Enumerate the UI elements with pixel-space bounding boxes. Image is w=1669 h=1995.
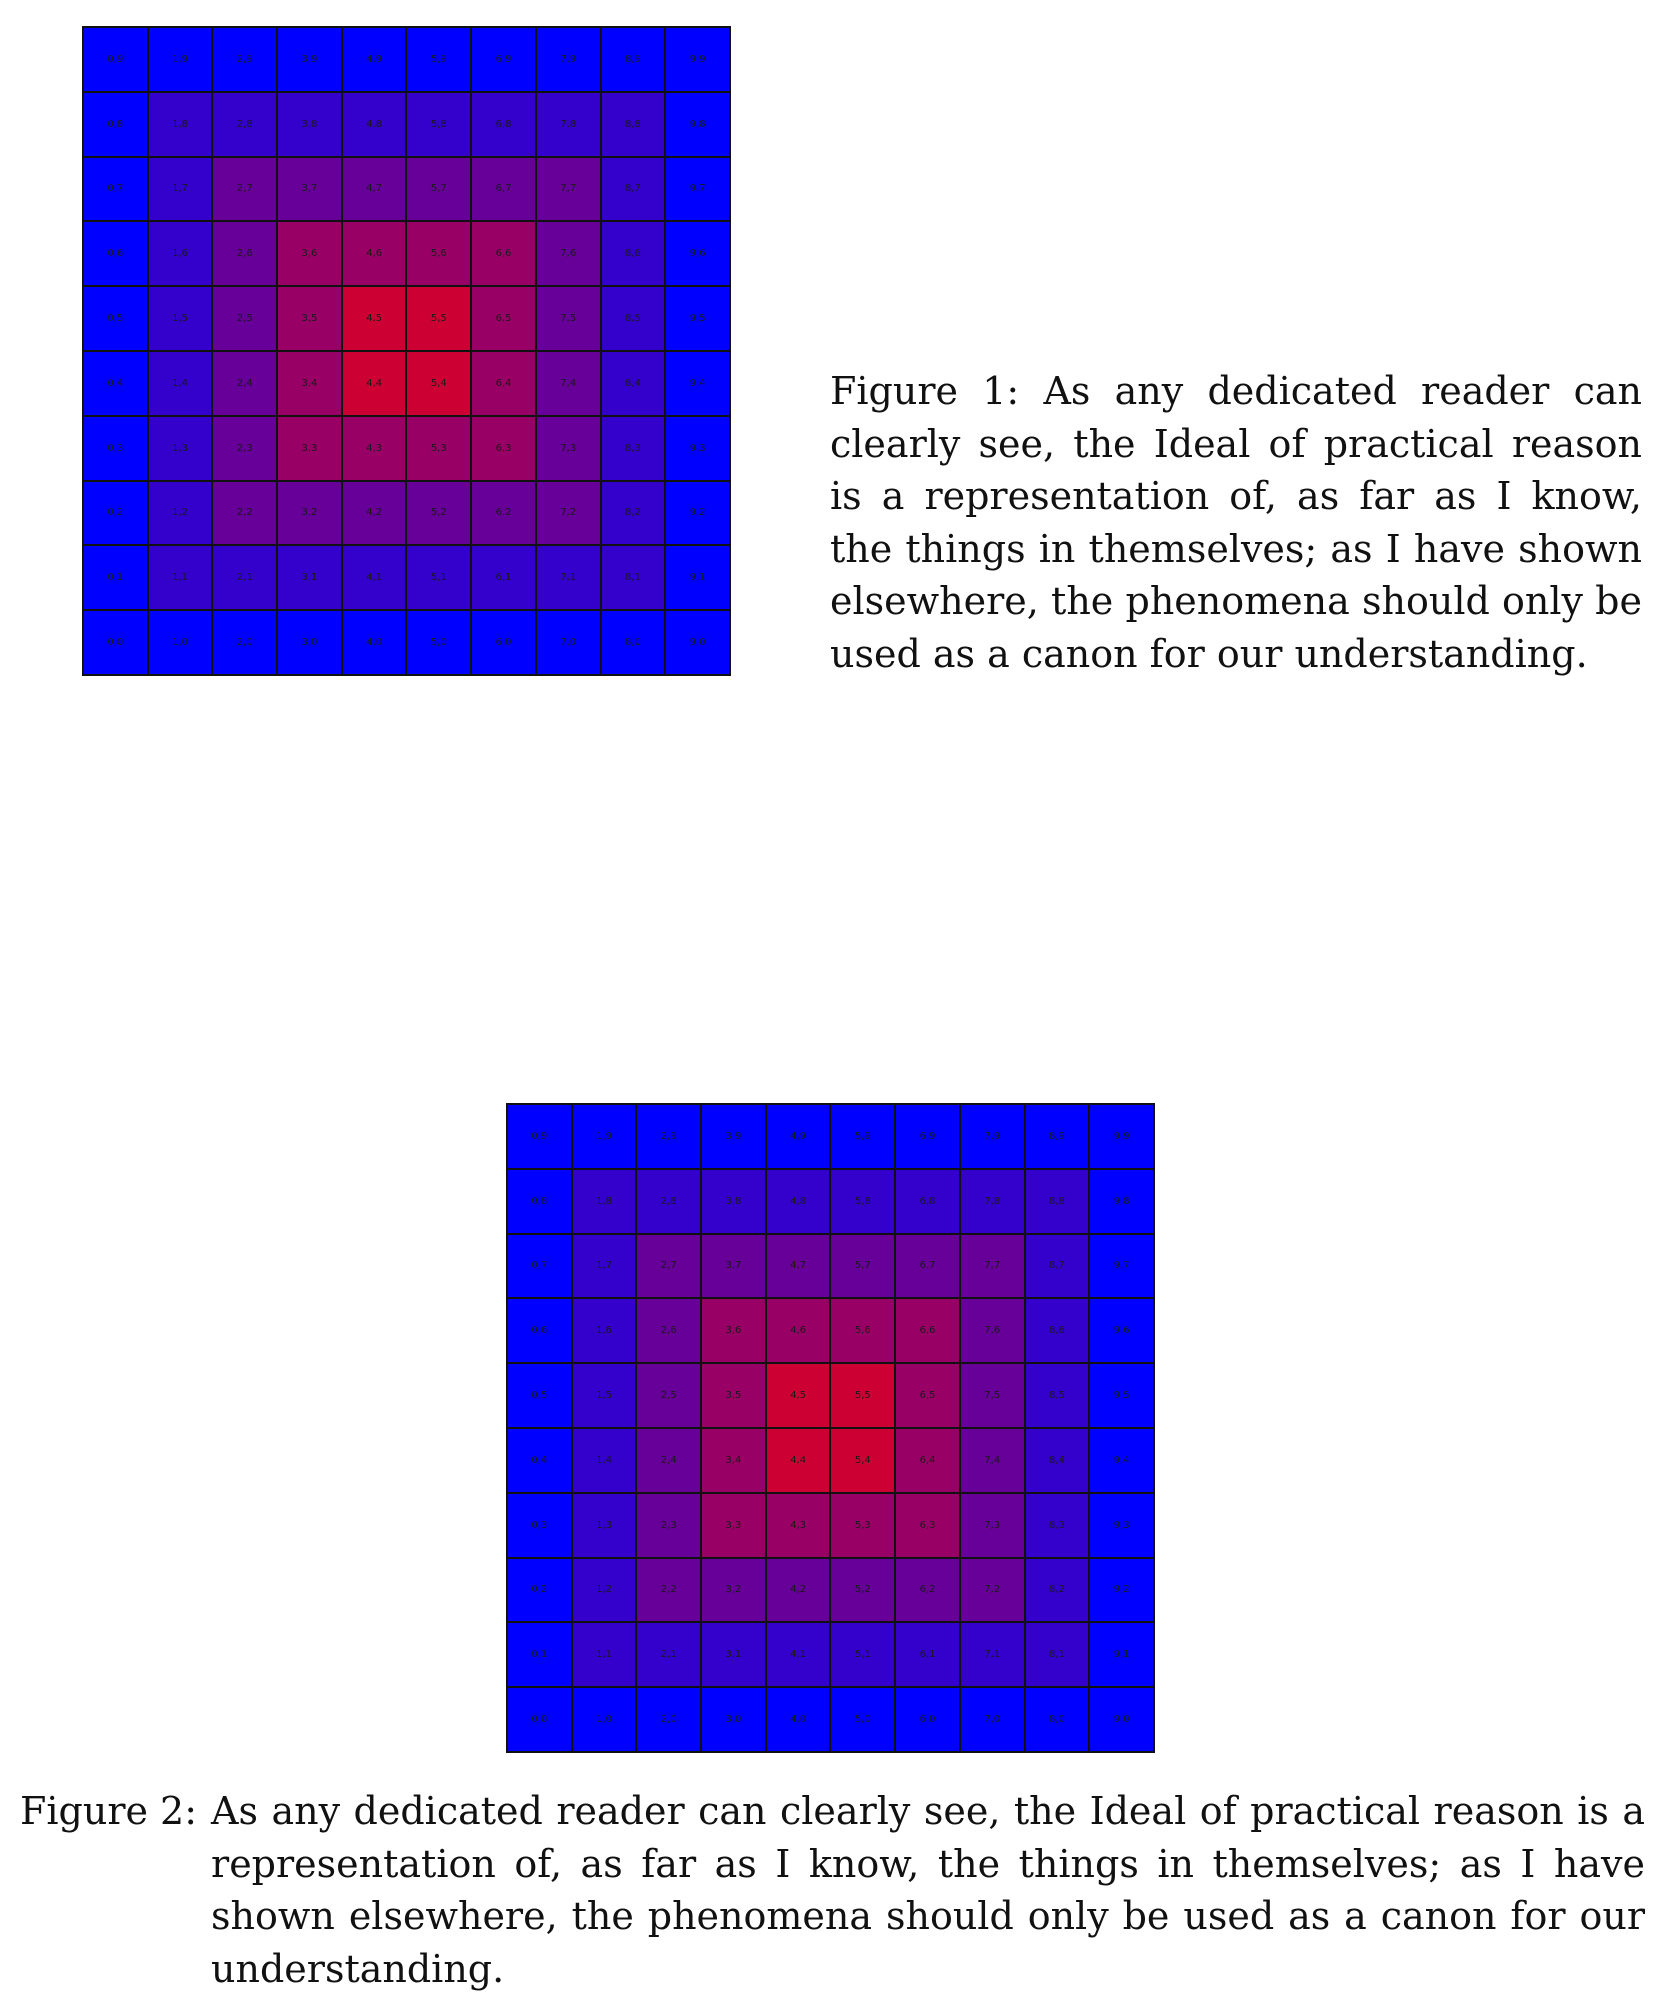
- heatmap-cell: 6,0: [895, 1687, 960, 1752]
- heatmap-cell: 7,9: [960, 1104, 1025, 1169]
- heatmap-cell: 9,9: [665, 27, 730, 92]
- heatmap-cell: 6,2: [471, 481, 536, 546]
- heatmap-cell: 0,8: [83, 92, 148, 157]
- heatmap-cell: 4,3: [766, 1493, 831, 1558]
- heatmap-cell: 3,3: [277, 416, 342, 481]
- heatmap-cell: 0,4: [507, 1428, 572, 1493]
- heatmap-cell: 4,2: [766, 1558, 831, 1623]
- heatmap-cell: 9,1: [665, 545, 730, 610]
- heatmap-cell: 8,0: [1025, 1687, 1090, 1752]
- heatmap-cell: 2,9: [212, 27, 277, 92]
- heatmap-cell: 9,3: [665, 416, 730, 481]
- heatmap-cell: 2,2: [636, 1558, 701, 1623]
- heatmap-cell: 3,5: [701, 1363, 766, 1428]
- heatmap-cell: 7,8: [536, 92, 601, 157]
- heatmap-cell: 9,6: [1089, 1298, 1154, 1363]
- heatmap-cell: 3,9: [701, 1104, 766, 1169]
- heatmap-cell: 1,1: [572, 1622, 637, 1687]
- heatmap-cell: 6,3: [895, 1493, 960, 1558]
- heatmap-cell: 1,4: [148, 351, 213, 416]
- heatmap-cell: 5,8: [830, 1169, 895, 1234]
- heatmap-cell: 8,7: [601, 157, 666, 222]
- heatmap-cell: 7,7: [960, 1234, 1025, 1299]
- heatmap-cell: 6,5: [471, 286, 536, 351]
- heatmap-cell: 4,0: [766, 1687, 831, 1752]
- heatmap-cell: 1,3: [148, 416, 213, 481]
- heatmap-cell: 0,7: [83, 157, 148, 222]
- heatmap-cell: 5,3: [406, 416, 471, 481]
- heatmap-cell: 2,7: [212, 157, 277, 222]
- heatmap-cell: 2,0: [636, 1687, 701, 1752]
- heatmap-cell: 4,1: [342, 545, 407, 610]
- heatmap-cell: 7,3: [960, 1493, 1025, 1558]
- heatmap-cell: 4,2: [342, 481, 407, 546]
- heatmap-cell: 0,1: [83, 545, 148, 610]
- heatmap-cell: 3,6: [701, 1298, 766, 1363]
- heatmap-cell: 0,0: [507, 1687, 572, 1752]
- heatmap-cell: 9,9: [1089, 1104, 1154, 1169]
- heatmap-cell: 4,7: [766, 1234, 831, 1299]
- heatmap-cell: 2,2: [212, 481, 277, 546]
- heatmap-cell: 0,2: [507, 1558, 572, 1623]
- heatmap-cell: 9,0: [665, 610, 730, 675]
- heatmap-cell: 4,5: [342, 286, 407, 351]
- figure-1-caption: [830, 365, 1642, 680]
- figure-1-label: Figure 1:: [830, 369, 1020, 413]
- heatmap-cell: 6,6: [471, 221, 536, 286]
- heatmap-cell: 3,8: [277, 92, 342, 157]
- heatmap-cell: 0,4: [83, 351, 148, 416]
- heatmap-cell: 8,9: [1025, 1104, 1090, 1169]
- heatmap-cell: 8,1: [601, 545, 666, 610]
- heatmap-cell: 6,7: [471, 157, 536, 222]
- heatmap-cell: 1,6: [148, 221, 213, 286]
- heatmap-cell: 1,7: [572, 1234, 637, 1299]
- heatmap-cell: 5,6: [406, 221, 471, 286]
- heatmap-cell: 4,6: [766, 1298, 831, 1363]
- heatmap-cell: 5,6: [830, 1298, 895, 1363]
- heatmap-cell: 6,9: [895, 1104, 960, 1169]
- heatmap-cell: 8,9: [601, 27, 666, 92]
- heatmap-cell: 3,6: [277, 221, 342, 286]
- heatmap-cell: 8,2: [1025, 1558, 1090, 1623]
- heatmap-cell: 1,4: [572, 1428, 637, 1493]
- heatmap-cell: 7,6: [960, 1298, 1025, 1363]
- heatmap-cell: 1,8: [572, 1169, 637, 1234]
- heatmap-cell: 8,5: [601, 286, 666, 351]
- heatmap-cell: 1,2: [148, 481, 213, 546]
- heatmap-cell: 1,1: [148, 545, 213, 610]
- heatmap-cell: 3,9: [277, 27, 342, 92]
- heatmap-cell: 7,7: [536, 157, 601, 222]
- heatmap-cell: 1,6: [572, 1298, 637, 1363]
- heatmap-cell: 9,6: [665, 221, 730, 286]
- heatmap-cell: 0,1: [507, 1622, 572, 1687]
- heatmap-cell: 5,1: [406, 545, 471, 610]
- heatmap-cell: 7,6: [536, 221, 601, 286]
- heatmap-cell: 8,6: [601, 221, 666, 286]
- heatmap-cell: 7,5: [960, 1363, 1025, 1428]
- heatmap-cell: 7,4: [536, 351, 601, 416]
- heatmap-cell: 1,7: [148, 157, 213, 222]
- figure-1-caption-text: As any dedicated reader can clearly see, the Ideal of practical reason is a representation of, as far as I know, the things in themselves; as I have shown elsewhere, the phenomena should only be used as a canon for our understanding.: [830, 369, 1642, 676]
- heatmap-cell: 3,8: [701, 1169, 766, 1234]
- figure-2-label: Figure 2:: [20, 1789, 198, 1833]
- heatmap-cell: 3,5: [277, 286, 342, 351]
- heatmap-cell: 9,4: [665, 351, 730, 416]
- heatmap-cell: 5,9: [830, 1104, 895, 1169]
- heatmap-cell: 8,6: [1025, 1298, 1090, 1363]
- heatmap-cell: 1,2: [572, 1558, 637, 1623]
- heatmap-cell: 0,7: [507, 1234, 572, 1299]
- heatmap-cell: 2,8: [212, 92, 277, 157]
- heatmap-cell: 2,4: [636, 1428, 701, 1493]
- heatmap-cell: 7,9: [536, 27, 601, 92]
- heatmap-cell: 6,2: [895, 1558, 960, 1623]
- heatmap-cell: 6,1: [471, 545, 536, 610]
- heatmap-cell: 8,5: [1025, 1363, 1090, 1428]
- heatmap-cell: 4,1: [766, 1622, 831, 1687]
- heatmap-cell: 0,8: [507, 1169, 572, 1234]
- heatmap-cell: 9,2: [665, 481, 730, 546]
- heatmap-cell: 6,8: [895, 1169, 960, 1234]
- heatmap-cell: 0,6: [83, 221, 148, 286]
- heatmap-cell: 2,1: [212, 545, 277, 610]
- heatmap-cell: 1,5: [148, 286, 213, 351]
- heatmap-cell: 5,0: [830, 1687, 895, 1752]
- heatmap-cell: 9,2: [1089, 1558, 1154, 1623]
- heatmap-cell: 1,8: [148, 92, 213, 157]
- heatmap-cell: 2,6: [636, 1298, 701, 1363]
- heatmap-cell: 5,1: [830, 1622, 895, 1687]
- heatmap-cell: 5,2: [830, 1558, 895, 1623]
- heatmap-cell: 8,1: [1025, 1622, 1090, 1687]
- heatmap-cell: 7,4: [960, 1428, 1025, 1493]
- heatmap-cell: 2,5: [212, 286, 277, 351]
- heatmap-cell: 2,0: [212, 610, 277, 675]
- heatmap-cell: 5,0: [406, 610, 471, 675]
- heatmap-cell: 4,9: [766, 1104, 831, 1169]
- heatmap-cell: 2,3: [212, 416, 277, 481]
- heatmap-cell: 3,0: [277, 610, 342, 675]
- heatmap-cell: 2,7: [636, 1234, 701, 1299]
- heatmap-cell: 8,4: [601, 351, 666, 416]
- heatmap-cell: 2,3: [636, 1493, 701, 1558]
- heatmap-cell: 6,7: [895, 1234, 960, 1299]
- heatmap-cell: 8,2: [601, 481, 666, 546]
- heatmap-cell: 5,7: [406, 157, 471, 222]
- heatmap-cell: 4,8: [342, 92, 407, 157]
- heatmap-cell: 0,5: [507, 1363, 572, 1428]
- heatmap-cell: 1,0: [572, 1687, 637, 1752]
- heatmap-cell: 1,5: [572, 1363, 637, 1428]
- figure-2-caption-text: As any dedicated reader can clearly see, the Ideal of practical reason is a representation of, as far as I know, the things in themselves; as I have shown elsewhere, the phenomena should only be used as a canon for our understanding.: [211, 1789, 1645, 1991]
- heatmap-cell: 5,4: [406, 351, 471, 416]
- heatmap-cell: 0,3: [83, 416, 148, 481]
- heatmap-cell: 4,3: [342, 416, 407, 481]
- heatmap-cell: 8,8: [1025, 1169, 1090, 1234]
- heatmap-cell: 6,5: [895, 1363, 960, 1428]
- heatmap-cell: 8,3: [1025, 1493, 1090, 1558]
- heatmap-cell: 4,8: [766, 1169, 831, 1234]
- heatmap-cell: 6,3: [471, 416, 536, 481]
- heatmap-cell: 7,0: [960, 1687, 1025, 1752]
- heatmap-cell: 0,5: [83, 286, 148, 351]
- heatmap-cell: 7,1: [960, 1622, 1025, 1687]
- heatmap-cell: 3,2: [701, 1558, 766, 1623]
- heatmap-cell: 5,9: [406, 27, 471, 92]
- heatmap-cell: 3,4: [277, 351, 342, 416]
- heatmap-cell: 1,0: [148, 610, 213, 675]
- heatmap-cell: 9,7: [1089, 1234, 1154, 1299]
- heatmap-cell: 7,0: [536, 610, 601, 675]
- heatmap-cell: 2,6: [212, 221, 277, 286]
- heatmap-cell: 0,2: [83, 481, 148, 546]
- heatmap-cell: 5,5: [406, 286, 471, 351]
- heatmap-cell: 4,6: [342, 221, 407, 286]
- heatmap-cell: 2,4: [212, 351, 277, 416]
- heatmap-cell: 5,8: [406, 92, 471, 157]
- heatmap-cell: 2,1: [636, 1622, 701, 1687]
- heatmap-cell: 9,3: [1089, 1493, 1154, 1558]
- heatmap-cell: 9,0: [1089, 1687, 1154, 1752]
- heatmap-cell: 8,0: [601, 610, 666, 675]
- heatmap-cell: 6,8: [471, 92, 536, 157]
- heatmap-cell: 9,8: [1089, 1169, 1154, 1234]
- heatmap-cell: 8,8: [601, 92, 666, 157]
- heatmap-cell: 8,3: [601, 416, 666, 481]
- heatmap-cell: 4,4: [766, 1428, 831, 1493]
- heatmap-cell: 9,5: [665, 286, 730, 351]
- heatmap-cell: 9,5: [1089, 1363, 1154, 1428]
- heatmap-cell: 3,7: [701, 1234, 766, 1299]
- heatmap-cell: 5,3: [830, 1493, 895, 1558]
- heatmap-cell: 0,6: [507, 1298, 572, 1363]
- heatmap-cell: 7,5: [536, 286, 601, 351]
- heatmap-cell: 6,6: [895, 1298, 960, 1363]
- heatmap-cell: 4,4: [342, 351, 407, 416]
- heatmap-cell: 1,9: [572, 1104, 637, 1169]
- heatmap-cell: 8,7: [1025, 1234, 1090, 1299]
- heatmap-cell: 9,7: [665, 157, 730, 222]
- heatmap-cell: 5,7: [830, 1234, 895, 1299]
- heatmap-cell: 7,1: [536, 545, 601, 610]
- heatmap-cell: 4,9: [342, 27, 407, 92]
- heatmap-cell: 3,7: [277, 157, 342, 222]
- heatmap-cell: 5,5: [830, 1363, 895, 1428]
- heatmap-cell: 1,3: [572, 1493, 637, 1558]
- heatmap-cell: 7,2: [960, 1558, 1025, 1623]
- figure-1-heatmap: [82, 26, 731, 676]
- heatmap-cell: 6,9: [471, 27, 536, 92]
- heatmap-cell: 1,9: [148, 27, 213, 92]
- heatmap-cell: 7,8: [960, 1169, 1025, 1234]
- figure-2-caption: [20, 1785, 1645, 1995]
- heatmap-cell: 9,1: [1089, 1622, 1154, 1687]
- heatmap-cell: 3,1: [277, 545, 342, 610]
- heatmap-cell: 2,5: [636, 1363, 701, 1428]
- heatmap-cell: 3,3: [701, 1493, 766, 1558]
- heatmap-cell: 8,4: [1025, 1428, 1090, 1493]
- heatmap-cell: 3,1: [701, 1622, 766, 1687]
- heatmap-cell: 6,1: [895, 1622, 960, 1687]
- heatmap-cell: 5,4: [830, 1428, 895, 1493]
- heatmap-cell: 3,2: [277, 481, 342, 546]
- heatmap-cell: 3,4: [701, 1428, 766, 1493]
- heatmap-cell: 0,9: [507, 1104, 572, 1169]
- heatmap-cell: 7,3: [536, 416, 601, 481]
- heatmap-cell: 7,2: [536, 481, 601, 546]
- heatmap-cell: 9,8: [665, 92, 730, 157]
- heatmap-cell: 2,8: [636, 1169, 701, 1234]
- heatmap-cell: 0,0: [83, 610, 148, 675]
- heatmap-cell: 4,5: [766, 1363, 831, 1428]
- figure-2-heatmap: [506, 1103, 1155, 1753]
- heatmap-cell: 6,4: [895, 1428, 960, 1493]
- heatmap-cell: 9,4: [1089, 1428, 1154, 1493]
- heatmap-cell: 6,4: [471, 351, 536, 416]
- heatmap-cell: 0,9: [83, 27, 148, 92]
- heatmap-cell: 2,9: [636, 1104, 701, 1169]
- heatmap-cell: 0,3: [507, 1493, 572, 1558]
- heatmap-cell: 6,0: [471, 610, 536, 675]
- heatmap-cell: 3,0: [701, 1687, 766, 1752]
- heatmap-cell: 4,0: [342, 610, 407, 675]
- heatmap-cell: 5,2: [406, 481, 471, 546]
- heatmap-cell: 4,7: [342, 157, 407, 222]
